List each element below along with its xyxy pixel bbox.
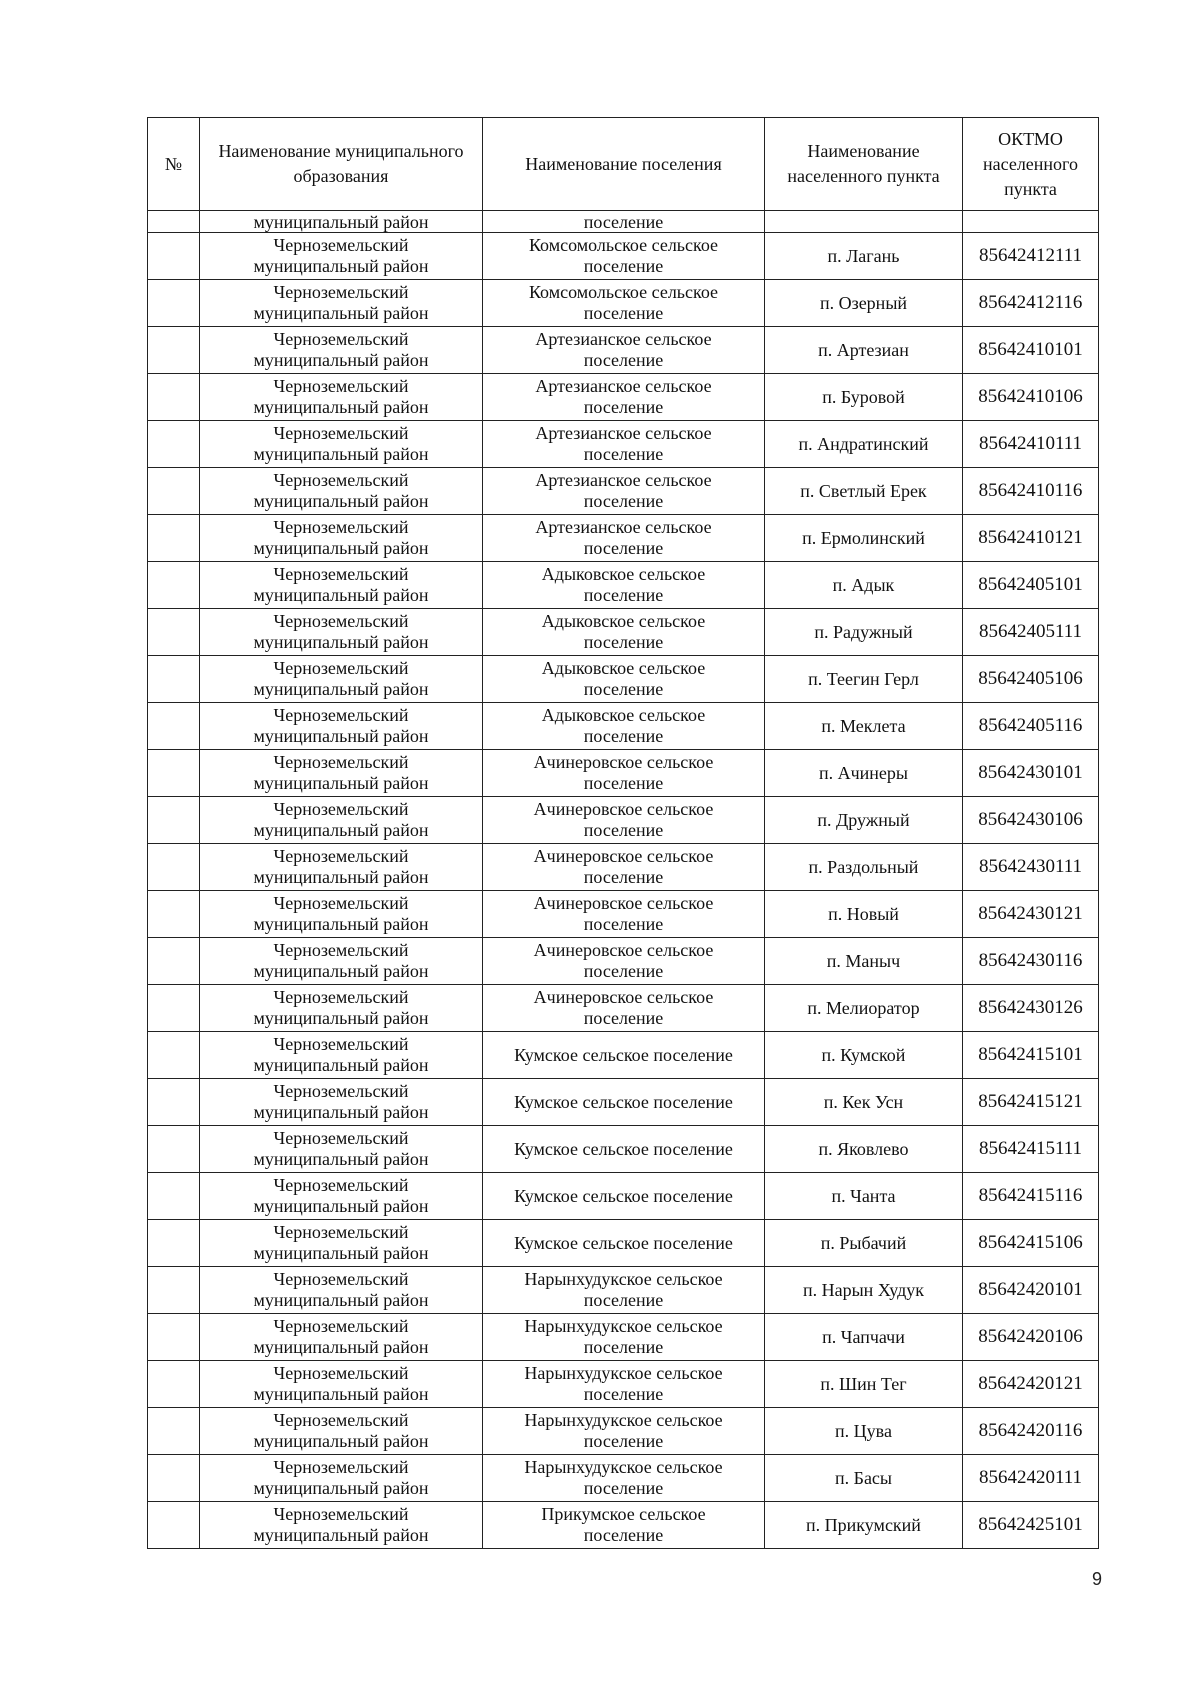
- settlement-cell-line-1: Адыковское сельское: [541, 705, 706, 725]
- municipality-cell-line-1: Черноземельский: [273, 517, 409, 537]
- settlement-cell: [483, 1408, 765, 1455]
- locality-cell: п. Ачинеры: [765, 750, 963, 797]
- settlement-cell: [483, 938, 765, 985]
- locality-cell: п. Радужный: [765, 609, 963, 656]
- settlement-cell: [483, 985, 765, 1032]
- municipality-cell: [200, 656, 483, 703]
- municipality-cell-line-1: Черноземельский: [273, 1175, 409, 1195]
- municipality-cell: [200, 750, 483, 797]
- municipality-cell-line-2: муниципальный район: [253, 397, 429, 417]
- municipality-cell-line-1: Черноземельский: [273, 1081, 409, 1101]
- municipality-cell-line-1: Черноземельский: [273, 987, 409, 1007]
- municipality-cell: [200, 1267, 483, 1314]
- municipality-cell-line-2: муниципальный район: [253, 1478, 429, 1498]
- locality-cell: п. Прикумский: [765, 1502, 963, 1549]
- row-index-cell: [148, 1314, 200, 1361]
- municipality-cell-line-1: Черноземельский: [273, 1316, 409, 1336]
- municipality-cell: [200, 1314, 483, 1361]
- settlement-cell-line-2: поселение: [583, 538, 664, 558]
- settlement-cell-line-2: поселение: [583, 726, 664, 746]
- settlement-cell: [483, 1314, 765, 1361]
- settlement-cell: [483, 891, 765, 938]
- header-settlement: Наименование поселения: [483, 118, 765, 211]
- oktmo-cell: [963, 211, 1099, 233]
- row-index-cell: [148, 656, 200, 703]
- settlement-cell-line-1: Кумское сельское поселение: [514, 1091, 733, 1112]
- oktmo-cell: 85642415106: [963, 1220, 1099, 1267]
- row-index-cell: [148, 374, 200, 421]
- municipality-cell: [200, 1502, 483, 1549]
- municipality-cell: [200, 468, 483, 515]
- municipality-cell-line-2: муниципальный район: [253, 726, 429, 746]
- table-header-row: [148, 118, 1099, 211]
- row-index-cell: [148, 211, 200, 233]
- settlement-cell-line-1: Нарынхудукское сельское: [524, 1410, 723, 1430]
- settlement-cell-line-1: Нарынхудукское сельское: [524, 1316, 723, 1336]
- row-index-cell: [148, 1408, 200, 1455]
- settlement-cell-line-1: Ачинеровское сельское: [533, 752, 714, 772]
- settlement-cell: [483, 656, 765, 703]
- settlement-cell-line-1: Ачинеровское сельское: [533, 987, 714, 1007]
- oktmo-cell: 85642430101: [963, 750, 1099, 797]
- municipality-cell-line-2: муниципальный район: [253, 1149, 429, 1169]
- settlement-cell: [483, 280, 765, 327]
- header-municipality: Наименование муниципального образования: [200, 118, 483, 211]
- locality-cell: п. Озерный: [765, 280, 963, 327]
- table-body: [148, 211, 1099, 1549]
- oktmo-cell: 85642410116: [963, 468, 1099, 515]
- oktmo-cell: 85642405116: [963, 703, 1099, 750]
- settlement-cell-line-1: Кумское сельское поселение: [514, 1138, 733, 1159]
- row-index-cell: [148, 515, 200, 562]
- municipality-cell-line-2: муниципальный район: [253, 679, 429, 699]
- settlement-cell-line-2: поселение: [583, 1478, 664, 1498]
- oktmo-cell: 85642415101: [963, 1032, 1099, 1079]
- locality-cell: п. Светлый Ерек: [765, 468, 963, 515]
- municipality-cell-line-2: муниципальный район: [253, 867, 429, 887]
- table-row: [148, 280, 1099, 327]
- municipality-cell: [200, 1126, 483, 1173]
- settlement-cell-line-2: поселение: [583, 1290, 664, 1310]
- settlements-table: [147, 117, 1099, 1549]
- municipality-cell: [200, 562, 483, 609]
- settlement-cell-line-2: поселение: [583, 444, 664, 464]
- settlement-cell: [483, 421, 765, 468]
- municipality-cell: [200, 609, 483, 656]
- municipality-cell-line-1: Черноземельский: [273, 752, 409, 772]
- municipality-cell-line-1: Черноземельский: [273, 705, 409, 725]
- oktmo-cell: 85642410101: [963, 327, 1099, 374]
- locality-cell: п. Лагань: [765, 233, 963, 280]
- settlement-cell: [483, 703, 765, 750]
- row-index-cell: [148, 1361, 200, 1408]
- row-index-cell: [148, 233, 200, 280]
- row-index-cell: [148, 1173, 200, 1220]
- municipality-cell-line-2: муниципальный район: [253, 1243, 429, 1263]
- settlement-cell-line-1: Кумское сельское поселение: [514, 1044, 733, 1065]
- table-row: [148, 1314, 1099, 1361]
- municipality-cell-line-2: муниципальный район: [253, 1525, 429, 1545]
- municipality-cell: муниципальный район: [200, 211, 483, 233]
- settlement-cell: [483, 750, 765, 797]
- row-index-cell: [148, 280, 200, 327]
- municipality-cell-line-1: Черноземельский: [273, 1222, 409, 1242]
- locality-cell: п. Цува: [765, 1408, 963, 1455]
- municipality-cell-line-2: муниципальный район: [253, 444, 429, 464]
- row-index-cell: [148, 562, 200, 609]
- locality-cell: п. Меклета: [765, 703, 963, 750]
- municipality-cell: [200, 797, 483, 844]
- municipality-cell: [200, 985, 483, 1032]
- municipality-cell: [200, 891, 483, 938]
- settlement-cell-line-2: поселение: [583, 303, 664, 323]
- oktmo-cell: 85642410121: [963, 515, 1099, 562]
- header-oktmo: ОКТМО населенного пункта: [963, 118, 1099, 211]
- municipality-cell: [200, 703, 483, 750]
- oktmo-cell: 85642420101: [963, 1267, 1099, 1314]
- locality-cell: п. Теегин Герл: [765, 656, 963, 703]
- settlement-cell-line-1: Артезианское сельское: [535, 329, 712, 349]
- locality-cell: п. Яковлево: [765, 1126, 963, 1173]
- settlement-cell-line-1: Артезианское сельское: [535, 423, 712, 443]
- municipality-cell-line-2: муниципальный район: [253, 820, 429, 840]
- settlement-cell-line-2: поселение: [583, 632, 664, 652]
- locality-cell: п. Чапчачи: [765, 1314, 963, 1361]
- locality-cell: п. Новый: [765, 891, 963, 938]
- locality-cell: п. Шин Тег: [765, 1361, 963, 1408]
- table-row: [148, 1455, 1099, 1502]
- municipality-cell-line-2: муниципальный район: [253, 914, 429, 934]
- oktmo-cell: 85642415116: [963, 1173, 1099, 1220]
- municipality-cell-line-2: муниципальный район: [253, 1102, 429, 1122]
- settlement-cell: [483, 609, 765, 656]
- municipality-cell: [200, 280, 483, 327]
- municipality-cell-line-1: Черноземельский: [273, 1034, 409, 1054]
- settlement-cell: [483, 1032, 765, 1079]
- municipality-cell-line-1: Черноземельский: [273, 423, 409, 443]
- row-index-cell: [148, 1267, 200, 1314]
- row-index-cell: [148, 1079, 200, 1126]
- row-index-cell: [148, 1126, 200, 1173]
- row-index-cell: [148, 797, 200, 844]
- table-row: [148, 1032, 1099, 1079]
- settlement-cell: [483, 1267, 765, 1314]
- locality-cell: [765, 211, 963, 233]
- municipality-cell-line-2: муниципальный район: [253, 1384, 429, 1404]
- settlement-cell-line-1: Адыковское сельское: [541, 611, 706, 631]
- settlement-cell-line-2: поселение: [583, 773, 664, 793]
- settlement-cell-line-2: поселение: [583, 1337, 664, 1357]
- settlement-cell: [483, 562, 765, 609]
- municipality-cell: [200, 1361, 483, 1408]
- oktmo-cell: 85642412111: [963, 233, 1099, 280]
- municipality-cell-line-2: муниципальный район: [253, 961, 429, 981]
- table-row: [148, 985, 1099, 1032]
- municipality-cell-line-1: Черноземельский: [273, 1410, 409, 1430]
- table-row: [148, 938, 1099, 985]
- settlement-cell: [483, 1126, 765, 1173]
- settlement-cell-line-1: Нарынхудукское сельское: [524, 1457, 723, 1477]
- table-row: [148, 1079, 1099, 1126]
- row-index-cell: [148, 844, 200, 891]
- table-row: [148, 1267, 1099, 1314]
- table-row: [148, 1408, 1099, 1455]
- locality-cell: п. Басы: [765, 1455, 963, 1502]
- row-index-cell: [148, 421, 200, 468]
- row-index-cell: [148, 1455, 200, 1502]
- settlement-cell-line-1: Нарынхудукское сельское: [524, 1363, 723, 1383]
- locality-cell: п. Дружный: [765, 797, 963, 844]
- settlement-cell-line-1: Кумское сельское поселение: [514, 1185, 733, 1206]
- municipality-cell-line-2: муниципальный район: [253, 585, 429, 605]
- municipality-cell-line-1: Черноземельский: [273, 799, 409, 819]
- table-row: [148, 327, 1099, 374]
- municipality-cell-line-2: муниципальный район: [253, 538, 429, 558]
- oktmo-cell: 85642405111: [963, 609, 1099, 656]
- page-number: 9: [1092, 1569, 1103, 1589]
- oktmo-cell: 85642420116: [963, 1408, 1099, 1455]
- settlement-cell: [483, 1173, 765, 1220]
- row-index-cell: [148, 750, 200, 797]
- settlement-cell-line-1: Ачинеровское сельское: [533, 893, 714, 913]
- settlement-cell-line-1: Адыковское сельское: [541, 564, 706, 584]
- municipality-cell-line-1: Черноземельский: [273, 470, 409, 490]
- locality-cell: п. Андратинский: [765, 421, 963, 468]
- continuation-row: [148, 211, 1099, 233]
- oktmo-cell: 85642430111: [963, 844, 1099, 891]
- settlement-cell: [483, 374, 765, 421]
- settlement-cell: [483, 1079, 765, 1126]
- municipality-cell: [200, 233, 483, 280]
- municipality-cell: [200, 515, 483, 562]
- row-index-cell: [148, 327, 200, 374]
- municipality-cell-line-1: Черноземельский: [273, 282, 409, 302]
- municipality-cell-line-2: муниципальный район: [253, 491, 429, 511]
- settlement-cell-line-2: поселение: [583, 1525, 664, 1545]
- municipality-cell-line-2: муниципальный район: [253, 632, 429, 652]
- municipality-cell-line-2: муниципальный район: [253, 1196, 429, 1216]
- settlement-cell-line-2: поселение: [583, 914, 664, 934]
- settlement-cell-line-2: поселение: [583, 679, 664, 699]
- oktmo-cell: 85642420111: [963, 1455, 1099, 1502]
- settlement-cell-line-1: Ачинеровское сельское: [533, 799, 714, 819]
- municipality-cell-line-1: Черноземельский: [273, 1457, 409, 1477]
- settlement-cell-line-2: поселение: [583, 867, 664, 887]
- municipality-cell-line-2: муниципальный район: [253, 256, 429, 276]
- locality-cell: п. Адык: [765, 562, 963, 609]
- oktmo-cell: 85642415111: [963, 1126, 1099, 1173]
- table-row: [148, 562, 1099, 609]
- row-index-cell: [148, 609, 200, 656]
- municipality-cell: [200, 327, 483, 374]
- municipality-cell: [200, 1455, 483, 1502]
- oktmo-cell: 85642420106: [963, 1314, 1099, 1361]
- municipality-cell-line-1: Черноземельский: [273, 1363, 409, 1383]
- municipality-cell-line-1: Черноземельский: [273, 893, 409, 913]
- oktmo-cell: 85642430126: [963, 985, 1099, 1032]
- row-index-cell: [148, 891, 200, 938]
- settlement-cell-line-1: Нарынхудукское сельское: [524, 1269, 723, 1289]
- municipality-cell-line-1: Черноземельский: [273, 940, 409, 960]
- municipality-cell-line-1: Черноземельский: [273, 846, 409, 866]
- row-index-cell: [148, 468, 200, 515]
- municipality-cell-line-2: муниципальный район: [253, 1431, 429, 1451]
- header-index: №: [148, 118, 200, 211]
- table-row: [148, 797, 1099, 844]
- settlement-cell: [483, 468, 765, 515]
- settlement-cell-line-2: поселение: [583, 1431, 664, 1451]
- locality-cell: п. Маныч: [765, 938, 963, 985]
- settlement-cell: [483, 1455, 765, 1502]
- table-row: [148, 1173, 1099, 1220]
- row-index-cell: [148, 703, 200, 750]
- locality-cell: п. Ермолинский: [765, 515, 963, 562]
- settlement-cell-line-1: Ачинеровское сельское: [533, 846, 714, 866]
- locality-cell: п. Артезиан: [765, 327, 963, 374]
- table-row: [148, 233, 1099, 280]
- municipality-cell-line-2: муниципальный район: [253, 1008, 429, 1028]
- settlement-cell: [483, 844, 765, 891]
- settlement-cell-line-2: поселение: [583, 397, 664, 417]
- municipality-cell-line-2: муниципальный район: [253, 303, 429, 323]
- settlement-cell-line-1: Комсомольское сельское: [528, 282, 719, 302]
- settlement-cell: [483, 327, 765, 374]
- municipality-cell-line-2: муниципальный район: [253, 1055, 429, 1075]
- municipality-cell-line-1: Черноземельский: [273, 658, 409, 678]
- municipality-cell: [200, 1032, 483, 1079]
- oktmo-cell: 85642405106: [963, 656, 1099, 703]
- settlement-cell-line-2: поселение: [583, 256, 664, 276]
- settlement-cell-line-2: поселение: [583, 350, 664, 370]
- oktmo-cell: 85642425101: [963, 1502, 1099, 1549]
- municipality-cell: [200, 374, 483, 421]
- locality-cell: п. Мелиоратор: [765, 985, 963, 1032]
- municipality-cell-line-1: Черноземельский: [273, 1269, 409, 1289]
- municipality-cell-line-1: Черноземельский: [273, 329, 409, 349]
- settlement-cell: поселение: [483, 211, 765, 233]
- settlement-cell-line-1: Артезианское сельское: [535, 517, 712, 537]
- table-row: [148, 609, 1099, 656]
- locality-cell: п. Кумской: [765, 1032, 963, 1079]
- municipality-cell-line-1: Черноземельский: [273, 235, 409, 255]
- oktmo-cell: 85642430106: [963, 797, 1099, 844]
- settlement-cell-line-2: поселение: [583, 585, 664, 605]
- header-locality: Наименование населенного пункта: [765, 118, 963, 211]
- municipality-cell-line-1: Черноземельский: [273, 376, 409, 396]
- settlement-cell-line-2: поселение: [583, 491, 664, 511]
- locality-cell: п. Буровой: [765, 374, 963, 421]
- settlement-cell-line-1: Прикумское сельское: [541, 1504, 706, 1524]
- oktmo-cell: 85642430116: [963, 938, 1099, 985]
- municipality-cell-line-1: Черноземельский: [273, 1128, 409, 1148]
- table-row: [148, 468, 1099, 515]
- settlement-cell-line-1: Ачинеровское сельское: [533, 940, 714, 960]
- municipality-cell: [200, 844, 483, 891]
- oktmo-cell: 85642430121: [963, 891, 1099, 938]
- oktmo-cell: 85642420121: [963, 1361, 1099, 1408]
- table-row: [148, 1220, 1099, 1267]
- settlement-cell: [483, 797, 765, 844]
- municipality-cell: [200, 1173, 483, 1220]
- oktmo-cell: 85642412116: [963, 280, 1099, 327]
- settlement-cell-line-2: поселение: [583, 820, 664, 840]
- settlement-cell-line-1: Комсомольское сельское: [528, 235, 719, 255]
- municipality-cell: [200, 1079, 483, 1126]
- table-row: [148, 703, 1099, 750]
- settlement-cell-line-2: поселение: [583, 1384, 664, 1404]
- oktmo-cell: 85642410106: [963, 374, 1099, 421]
- settlement-cell: [483, 1220, 765, 1267]
- table-row: [148, 891, 1099, 938]
- settlement-cell-line-1: Артезианское сельское: [535, 470, 712, 490]
- settlement-cell-line-2: поселение: [583, 1008, 664, 1028]
- municipality-cell-line-2: муниципальный район: [253, 1290, 429, 1310]
- municipality-cell: [200, 938, 483, 985]
- oktmo-cell: 85642405101: [963, 562, 1099, 609]
- municipality-cell: [200, 421, 483, 468]
- table-row: [148, 1361, 1099, 1408]
- table-row: [148, 656, 1099, 703]
- settlement-cell: [483, 1361, 765, 1408]
- row-index-cell: [148, 1220, 200, 1267]
- municipality-cell-line-1: Черноземельский: [273, 611, 409, 631]
- municipality-cell: [200, 1408, 483, 1455]
- row-index-cell: [148, 1502, 200, 1549]
- settlement-cell-line-1: Кумское сельское поселение: [514, 1232, 733, 1253]
- locality-cell: п. Рыбачий: [765, 1220, 963, 1267]
- oktmo-cell: 85642410111: [963, 421, 1099, 468]
- row-index-cell: [148, 938, 200, 985]
- municipality-cell: [200, 1220, 483, 1267]
- table-row: [148, 515, 1099, 562]
- municipality-cell-line-1: Черноземельский: [273, 1504, 409, 1524]
- municipality-cell-line-2: муниципальный район: [253, 1337, 429, 1357]
- settlement-cell-line-1: Адыковское сельское: [541, 658, 706, 678]
- municipality-cell-line-2: муниципальный район: [253, 350, 429, 370]
- locality-cell: п. Раздольный: [765, 844, 963, 891]
- municipality-cell-line-1: Черноземельский: [273, 564, 409, 584]
- table-row: [148, 750, 1099, 797]
- table-row: [148, 1502, 1099, 1549]
- settlement-cell: [483, 515, 765, 562]
- locality-cell: п. Кек Усн: [765, 1079, 963, 1126]
- row-index-cell: [148, 1032, 200, 1079]
- settlement-cell: [483, 233, 765, 280]
- table-row: [148, 421, 1099, 468]
- settlement-cell-line-2: поселение: [583, 961, 664, 981]
- table-row: [148, 844, 1099, 891]
- row-index-cell: [148, 985, 200, 1032]
- settlement-cell: [483, 1502, 765, 1549]
- table-row: [148, 1126, 1099, 1173]
- oktmo-cell: 85642415121: [963, 1079, 1099, 1126]
- settlement-cell-line-1: Артезианское сельское: [535, 376, 712, 396]
- locality-cell: п. Нарын Худук: [765, 1267, 963, 1314]
- locality-cell: п. Чанта: [765, 1173, 963, 1220]
- table-row: [148, 374, 1099, 421]
- municipality-cell-line-2: муниципальный район: [253, 773, 429, 793]
